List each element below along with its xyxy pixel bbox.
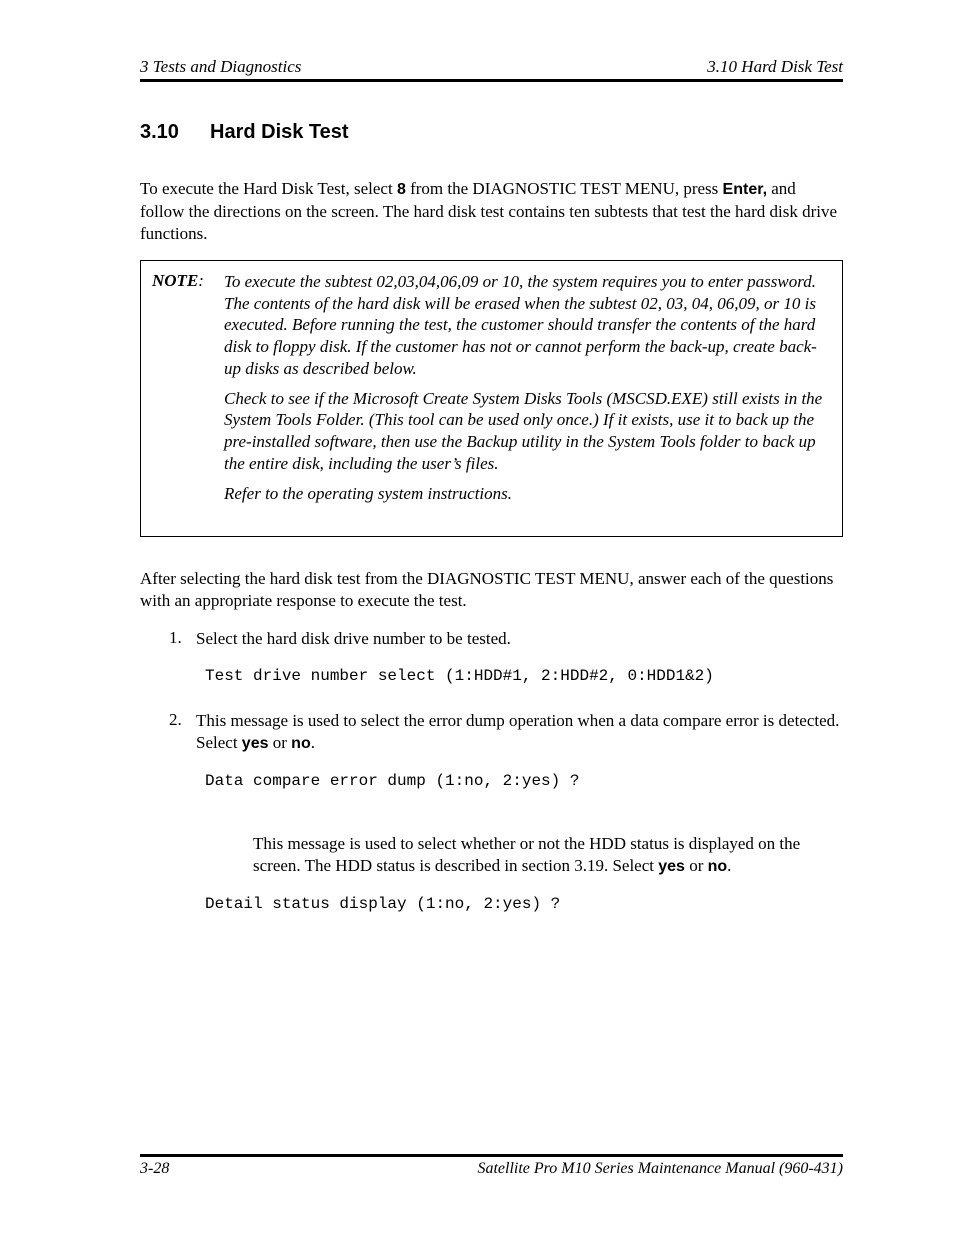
manual-title: Satellite Pro M10 Series Maintenance Manual (960-431): [477, 1160, 843, 1177]
note-para-1: To execute the subtest 02,03,04,06,09 or 10, the system requires you to enter password.: [224, 272, 816, 291]
list-text-3-a: This message is used to select whether or not the HDD status is displayed on the screen. The HDD status is described in section 3.19. Select: [253, 834, 801, 875]
code-drive-select: Test drive number select (1:HDD#1, 2:HDD#2, 0:HDD1&2): [205, 667, 714, 685]
note-para-3: Check to see if the Microsoft Create System Disks Tools (MSCSD.EXE) still exists in the System Tools Folder. (This tool can be used only once.) If it exists, use it to back up the pre-installed software, then use the Backup utility in the System Tools folder to back up the entire disk, including the user’s files.: [224, 388, 823, 473]
running-header: [140, 57, 843, 77]
note-label: [152, 271, 204, 291]
note-body: [224, 271, 824, 505]
intro-key-8: 8: [396, 181, 406, 198]
after-paragraph: After selecting the hard disk test from the DIAGNOSTIC TEST MENU, answer each of the questions with an appropriate response to execute the test.: [140, 569, 834, 610]
code-detail-status: Detail status display (1:no, 2:yes) ?: [205, 895, 561, 913]
keyword-yes-2: yes: [658, 858, 685, 875]
keyword-no-2: no: [707, 858, 728, 875]
list-text-3: [253, 833, 843, 878]
code-error-dump: Data compare error dump (1:no, 2:yes) ?: [205, 772, 580, 790]
list-text-3-end: .: [727, 856, 732, 875]
manual-page: [140, 0, 843, 1235]
header-chapter: 3 Tests and Diagnostics: [140, 57, 302, 76]
intro-text-1: To execute the Hard Disk Test, select: [140, 179, 397, 198]
section-title: Hard Disk Test: [210, 121, 349, 143]
list-text-2-end: .: [310, 733, 315, 752]
list-number-1: 1.: [169, 628, 182, 647]
note-para-2: The contents of the hard disk will be erased when the subtest 02, 03, 04, 06,09, or 10 is executed. Before running the test, the customer should transfer the contents of the hard disk to floppy disk. If the customer has not or cannot perform the back-up, create back-up disks as described below.: [224, 293, 817, 378]
running-footer: [140, 1160, 843, 1180]
keyword-yes: yes: [241, 735, 269, 752]
intro-text-2: from the DIAGNOSTIC TEST MENU, press: [405, 179, 723, 198]
page-number: 3-28: [140, 1160, 170, 1177]
list-text-3-or: or: [684, 856, 708, 875]
list-text-2-or: or: [268, 733, 292, 752]
intro-paragraph: [140, 178, 843, 245]
section-heading: [140, 121, 349, 144]
header-section: 3.10 Hard Disk Test: [707, 57, 843, 76]
list-text-2-a: This message is used to select the error dump operation when a data compare error is detected. Select: [196, 711, 840, 752]
note-label-colon: :: [198, 271, 204, 290]
note-label-text: NOTE: [152, 271, 199, 290]
intro-text-3: and follow the directions on the screen. The hard disk test contains ten subtests that test the hard disk drive functions.: [140, 179, 837, 243]
intro-key-enter: Enter,: [722, 181, 768, 198]
section-number: 3.10: [140, 121, 179, 143]
header-rule: [140, 79, 843, 82]
list-number-2: 2.: [169, 710, 182, 729]
note-box: [140, 260, 843, 537]
list-text-2: [196, 710, 843, 755]
footer-rule: [140, 1154, 843, 1157]
note-para-4: Refer to the operating system instructions.: [224, 484, 513, 504]
keyword-no: no: [291, 735, 311, 752]
list-text-1: Select the hard disk drive number to be tested.: [196, 629, 511, 648]
